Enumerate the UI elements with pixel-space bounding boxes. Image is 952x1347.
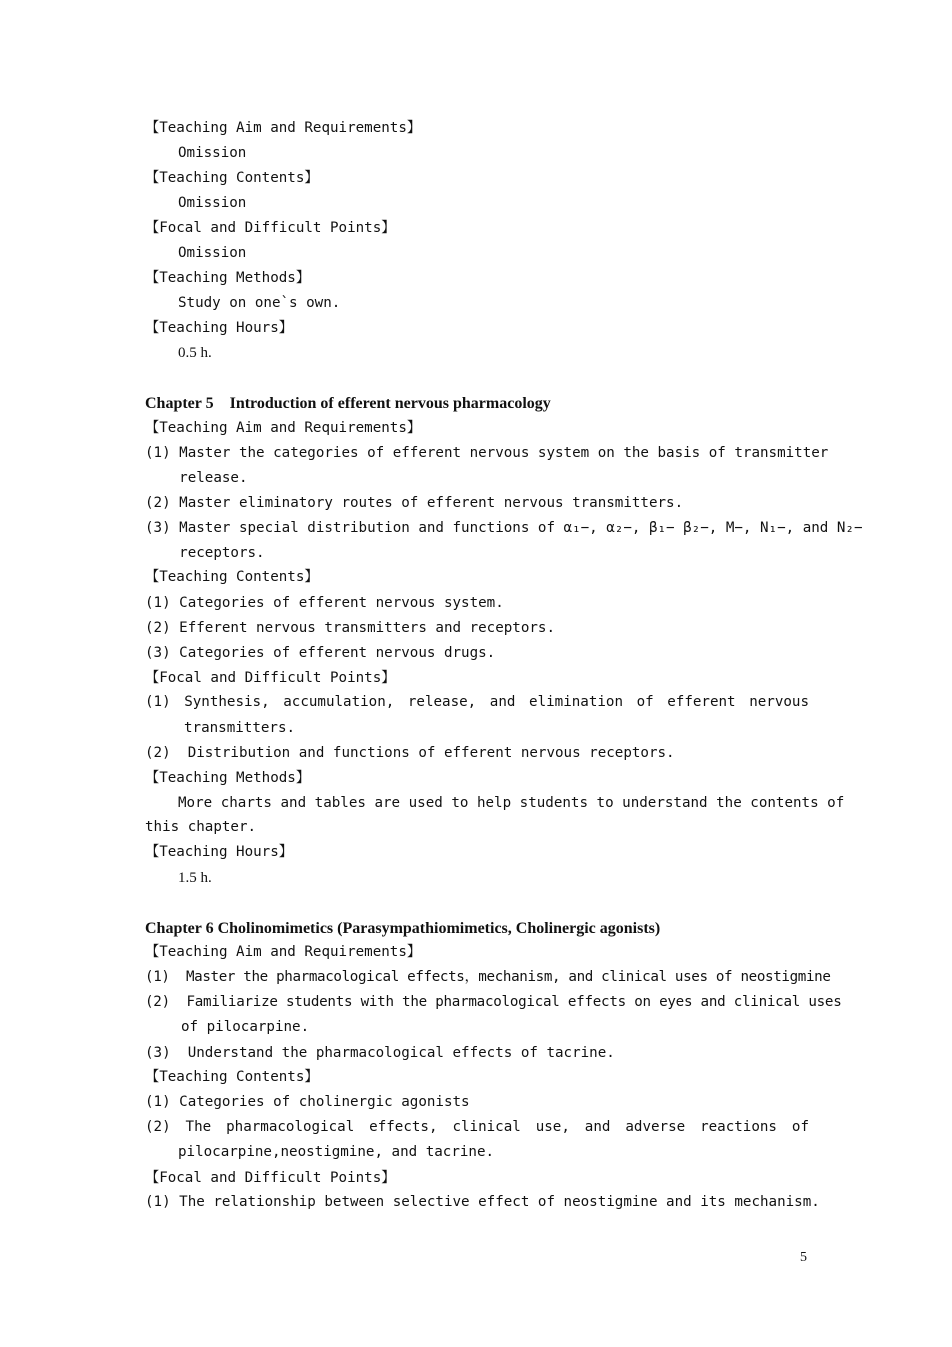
ch5-contents-item-1: (1) Categories of efferent nervous system. [145, 595, 504, 611]
ch6-contents-heading: 【Teaching Contents】 [145, 1069, 319, 1085]
methods-heading: 【Teaching Methods】 [145, 270, 311, 286]
contents-heading: 【Teaching Contents】 [145, 170, 319, 186]
page-number: 5 [800, 1250, 807, 1265]
ch5-aim-item-1-cont: release. [145, 470, 248, 486]
ch5-aim-item-3-cont: receptors. [145, 545, 265, 561]
ch5-methods-text-cont: this chapter. [145, 819, 257, 835]
ch5-methods-text: More charts and tables are used to help students to understand the contents of [178, 795, 845, 811]
ch6-aim-item-2-cont: of pilocarpine. [181, 1019, 310, 1035]
hours-text: 0.5 h. [178, 345, 212, 361]
ch6-aim-item-2: (2) Familiarize students with the pharmacological effects on eyes and clinical uses [145, 994, 842, 1010]
ch6-focal-heading: 【Focal and Difficult Points】 [145, 1170, 396, 1186]
ch5-hours-heading: 【Teaching Hours】 [145, 844, 293, 860]
ch5-aim-item-2: (2) Master eliminatory routes of efferent nervous transmitters. [145, 495, 684, 511]
ch5-contents-item-2: (2) Efferent nervous transmitters and receptors. [145, 620, 555, 636]
ch6-contents-item-1: (1) Categories of cholinergic agonists [145, 1094, 470, 1110]
ch6-aim-heading: 【Teaching Aim and Requirements】 [145, 944, 422, 960]
ch5-contents-heading: 【Teaching Contents】 [145, 569, 319, 585]
ch6-aim-item-3: (3) Understand the pharmacological effects of tacrine. [145, 1045, 615, 1061]
focal-text: Omission [178, 245, 247, 261]
aim-heading: 【Teaching Aim and Requirements】 [145, 120, 422, 136]
ch5-focal-item-1: (1) Synthesis, accumulation, release, and elimination of efferent nervous [145, 694, 809, 710]
contents-text: Omission [178, 195, 247, 211]
ch5-hours-text: 1.5 h. [178, 870, 212, 886]
ch5-focal-heading: 【Focal and Difficult Points】 [145, 670, 396, 686]
methods-text: Study on one`s own. [178, 295, 341, 311]
ch6-contents-item-2-cont: pilocarpine,neostigmine, and tacrine. [178, 1144, 495, 1160]
ch5-focal-item-2: (2) Distribution and functions of efferent nervous receptors. [145, 745, 675, 761]
ch5-aim-item-1: (1) Master the categories of efferent nervous system on the basis of transmitter [145, 445, 829, 461]
ch6-aim-item-1: (1) Master the pharmacological effects，mechanism, and clinical uses of neostigmine [145, 969, 831, 985]
chapter-6-title: Chapter 6 Cholinomimetics (Parasympathiomimetics, Cholinergic agonists) [145, 920, 661, 937]
aim-text: Omission [178, 145, 247, 161]
chapter-5-title: Chapter 5 Introduction of efferent nervous pharmacology [145, 395, 551, 412]
hours-heading: 【Teaching Hours】 [145, 320, 293, 336]
ch5-aim-item-3: (3) Master special distribution and functions of α₁−, α₂−, β₁− β₂−, M−, N₁−, and N₂− [145, 520, 863, 536]
ch5-aim-heading: 【Teaching Aim and Requirements】 [145, 420, 422, 436]
ch5-focal-item-1-cont: transmitters. [184, 720, 296, 736]
ch5-contents-item-3: (3) Categories of efferent nervous drugs. [145, 645, 496, 661]
focal-heading: 【Focal and Difficult Points】 [145, 220, 396, 236]
ch6-contents-item-2: (2) The pharmacological effects, clinical use, and adverse reactions of [145, 1119, 809, 1135]
ch5-methods-heading: 【Teaching Methods】 [145, 770, 311, 786]
ch6-focal-item-1: (1) The relationship between selective effect of neostigmine and its mechanism. [145, 1194, 820, 1210]
